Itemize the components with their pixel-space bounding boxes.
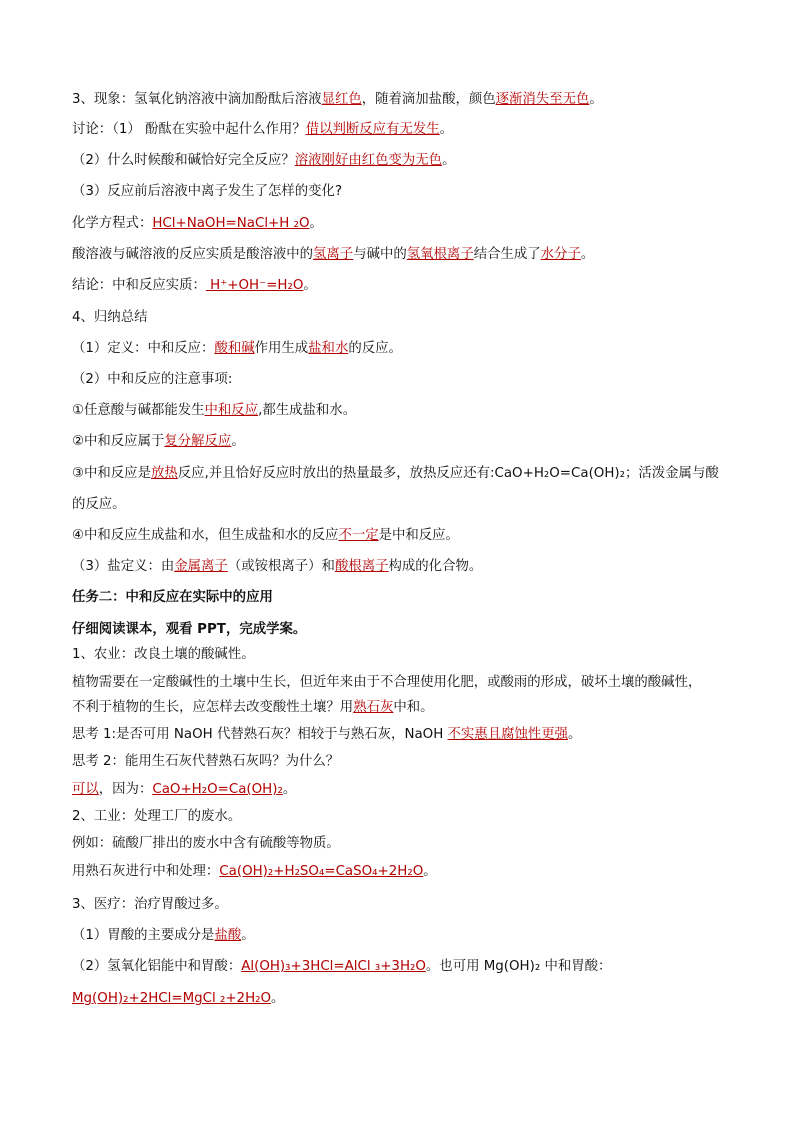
line-text: 反应,并且恰好反应时放出的热量最多，放热反应还有:CaO+H₂O=Ca(OH)₂；活泼金属与酸	[177, 466, 719, 481]
answer-text: 不一定	[338, 528, 379, 543]
line-text: 3、医疗：治疗胃酸过多。	[72, 897, 228, 912]
text-line	[72, 121, 734, 139]
line-text: 仔细阅读课本，观看 PPT，完成学案。	[72, 622, 307, 637]
text-line	[72, 465, 734, 483]
line-text: 思考 1:是否可用 NaOH 代替熟石灰？相较于与熟石灰，NaOH	[72, 727, 448, 742]
line-text: 结合生成了	[473, 247, 541, 262]
line-text: （1）定义：中和反应：	[72, 341, 215, 356]
text-line	[72, 808, 734, 826]
line-text: 2、工业：处理工厂的废水。	[72, 809, 242, 824]
answer-text: Al(OH)₃+3HCl=AlCl ₃+3H₂O	[241, 959, 426, 974]
text-line	[72, 433, 734, 451]
line-text: （2）中和反应的注意事项:	[72, 372, 233, 387]
line-text: ，因为：	[98, 782, 153, 797]
line-text: 。也可用 Mg(OH)₂ 中和胃酸：	[425, 959, 612, 974]
answer-text: HCl+NaOH=NaCl+H ₂O	[152, 216, 310, 231]
text-line	[72, 496, 734, 514]
answer-text: 酸和碱	[214, 341, 255, 356]
line-text: ，随着滴加盐酸，颜色	[361, 92, 496, 107]
line-text: 与碱中的	[353, 247, 407, 262]
line-text: 作用生成	[254, 341, 309, 356]
answer-text: 不实惠且腐蚀性更强	[447, 727, 569, 742]
line-text: （3）盐定义：由	[72, 559, 175, 574]
line-text: 1、农业：改良土壤的酸碱性。	[72, 647, 255, 662]
line-text: ②中和反应属于	[72, 434, 165, 449]
line-text: 。	[241, 928, 255, 943]
answer-text: 盐和水	[308, 341, 349, 356]
line-text: 中和。	[393, 700, 434, 715]
text-line	[72, 781, 734, 799]
text-line	[72, 646, 734, 664]
line-text: 酸溶液与碱溶液的反应实质是酸溶液中的	[72, 247, 314, 262]
line-text: 的反应。	[348, 341, 402, 356]
text-line	[72, 896, 734, 914]
line-text: 讨论：（1） 酚酞在实验中起什么作用？	[72, 122, 306, 137]
line-text: 。	[589, 92, 603, 107]
line-text: ③中和反应是	[72, 466, 151, 481]
text-line	[72, 621, 734, 639]
line-text: （2）氢氧化铝能中和胃酸：	[72, 959, 242, 974]
answer-text: H⁺+OH⁻=H₂O	[205, 278, 304, 293]
answer-text: 复分解反应	[164, 434, 232, 449]
line-text: ,都生成盐和水。	[258, 403, 357, 418]
answer-text: 借以判断反应有无发生	[305, 122, 440, 137]
text-line	[72, 558, 734, 576]
answer-text: 金属离子	[174, 559, 228, 574]
line-text: （1）胃酸的主要成分是	[72, 928, 215, 943]
answer-text: 放热	[150, 466, 178, 481]
answer-text: Ca(OH)₂+H₂SO₄=CaSO₄+2H₂O	[219, 864, 424, 879]
line-text: 化学方程式：	[72, 216, 153, 231]
answer-text: 水分子	[540, 247, 581, 262]
text-line	[72, 183, 734, 201]
line-text: （2）什么时候酸和碱恰好完全反应？	[72, 153, 295, 168]
text-line	[72, 309, 734, 327]
line-text: （或铵根离子）和	[227, 559, 335, 574]
line-text: 任务二：中和反应在实际中的应用	[72, 590, 273, 605]
text-line	[72, 674, 734, 692]
answer-text: 氢氧根离子	[406, 247, 474, 262]
text-line	[72, 371, 734, 389]
answer-text: 酸根离子	[334, 559, 389, 574]
text-line	[72, 726, 734, 744]
text-line	[72, 589, 734, 607]
line-text: 。	[568, 727, 582, 742]
answer-text: 显红色	[321, 92, 362, 107]
line-text: 。	[442, 153, 456, 168]
answer-text: CaO+H₂O=Ca(OH)₂	[152, 782, 283, 797]
text-line	[72, 91, 734, 109]
line-text: 用熟石灰进行中和处理：	[72, 864, 220, 879]
text-line	[72, 402, 734, 420]
answer-text: 中和反应	[204, 403, 259, 418]
text-line	[72, 958, 734, 976]
line-text: 例如：硫酸厂排出的废水中含有硫酸等物质。	[72, 836, 340, 851]
text-line	[72, 699, 734, 717]
answer-text: 溶液刚好由红色变为无色	[294, 153, 443, 168]
text-line	[72, 990, 734, 1008]
line-text: 的反应。	[72, 497, 126, 512]
line-text: 。	[580, 247, 595, 262]
line-text: 。	[423, 864, 437, 879]
line-text: 不利于植物的生长，应怎样去改变酸性土壤？用	[72, 700, 354, 715]
line-text: 。	[309, 216, 323, 231]
line-text: 。	[271, 991, 285, 1006]
answer-text: 盐酸	[214, 928, 242, 943]
answer-text: Mg(OH)₂+2HCl=MgCl ₂+2H₂O	[72, 991, 272, 1006]
line-text: 结论：中和反应实质：	[72, 278, 206, 293]
line-text: （3）反应前后溶液中离子发生了怎样的变化?	[72, 184, 343, 199]
text-line	[72, 835, 734, 853]
answer-text: 熟石灰	[353, 700, 394, 715]
line-text: 。	[282, 782, 297, 797]
answer-text: 可以	[72, 782, 99, 797]
line-text: 构成的化合物。	[388, 559, 483, 574]
answer-text: 逐渐消失至无色	[495, 92, 590, 107]
line-text: ④中和反应生成盐和水，但生成盐和水的反应	[72, 528, 339, 543]
line-text: 。	[439, 122, 454, 137]
text-line	[72, 340, 734, 358]
line-text: 植物需要在一定酸碱性的土壤中生长，但近年来由于不合理使用化肥，或酸雨的形成，破坏土壤的酸碱性，	[72, 675, 702, 690]
line-text: 思考 2：能用生石灰代替熟石灰吗？为什么？	[72, 754, 340, 769]
line-text: 。	[231, 434, 245, 449]
line-text: 是中和反应。	[378, 528, 459, 543]
line-text: 3、现象：氢氧化钠溶液中滴加酚酞后溶液	[72, 92, 322, 107]
text-line	[72, 927, 734, 945]
answer-text: 氢离子	[313, 247, 354, 262]
text-line	[72, 863, 734, 881]
line-text: 4、归纳总结	[72, 310, 148, 325]
text-line	[72, 527, 734, 545]
line-text: ①任意酸与碱都能发生	[72, 403, 205, 418]
text-line	[72, 277, 734, 295]
text-line	[72, 753, 734, 771]
text-line	[72, 152, 734, 170]
text-line	[72, 215, 734, 233]
text-line	[72, 246, 734, 264]
line-text: 。	[303, 278, 317, 293]
